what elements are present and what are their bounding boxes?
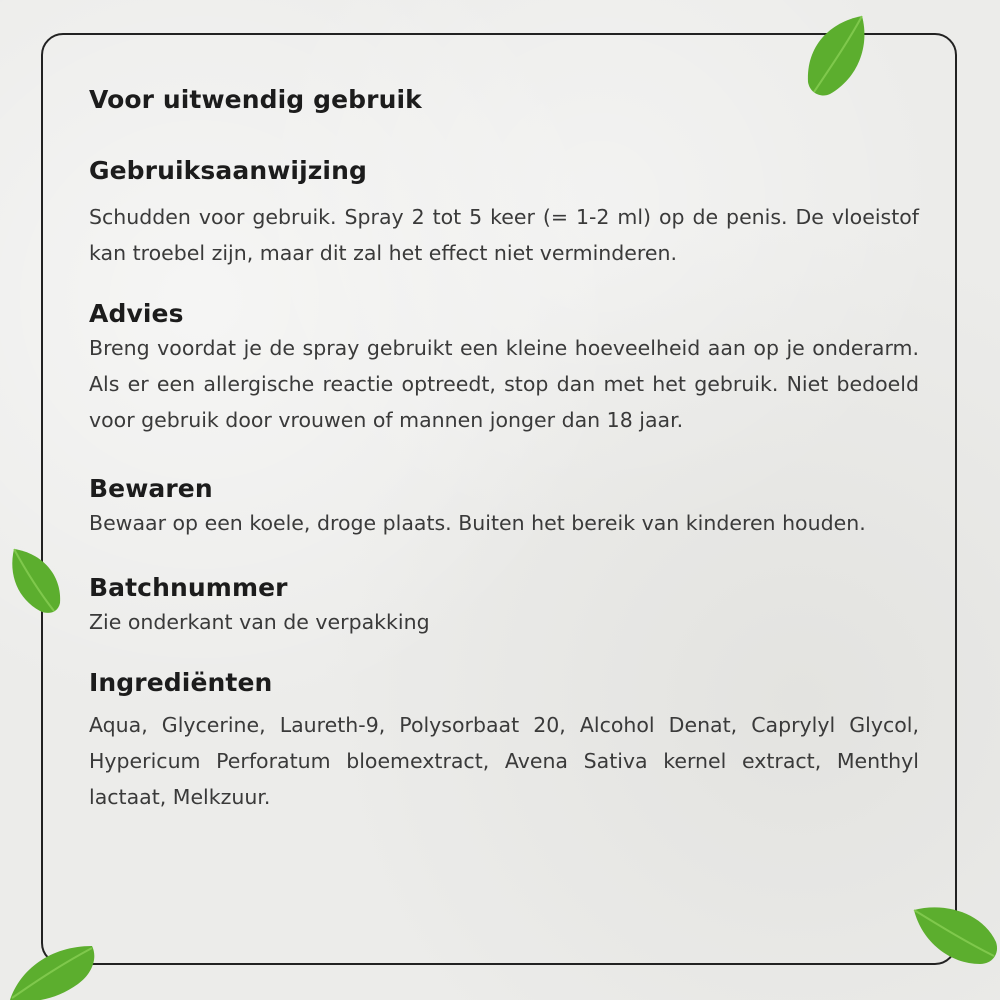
leaf-icon: [0, 940, 100, 1000]
advice-text: Breng voordat je de spray gebruikt een kleine hoeveelheid aan op je onderarm. Als er een allergische reactie optreedt, stop dan met het gebruik. Niet bedoeld voor gebruik door vrouwen of mannen jonger dan 18 jaar.: [89, 336, 919, 432]
card-content: [89, 85, 919, 815]
leaf-icon: [800, 12, 872, 100]
external-use-heading: Voor uitwendig gebruik: [89, 85, 422, 114]
usage-heading: Gebruiksaanwijzing: [89, 156, 367, 185]
storage-text: Bewaar op een koele, droge plaats. Buiten het bereik van kinderen houden.: [89, 511, 866, 535]
ingredients-heading: Ingrediënten: [89, 668, 273, 697]
leaf-icon: [910, 902, 1000, 972]
ingredients-text: Aqua, Glycerine, Laureth-9, Polysorbaat 20, Alcohol Denat, Caprylyl Glycol, Hypericum Perforatum bloemextract, Avena Sativa kernel extract, Menthyl lactaat, Melkzuur.: [89, 713, 919, 809]
advice-heading: Advies: [89, 299, 184, 328]
batch-heading: Batchnummer: [89, 573, 288, 602]
leaf-icon: [6, 545, 66, 617]
batch-text: Zie onderkant van de verpakking: [89, 610, 430, 634]
usage-text: Schudden voor gebruik. Spray 2 tot 5 keer (= 1-2 ml) op de penis. De vloeistof kan troebel zijn, maar dit zal het effect niet verminderen.: [89, 205, 919, 265]
info-card: [41, 33, 957, 965]
storage-heading: Bewaren: [89, 474, 213, 503]
